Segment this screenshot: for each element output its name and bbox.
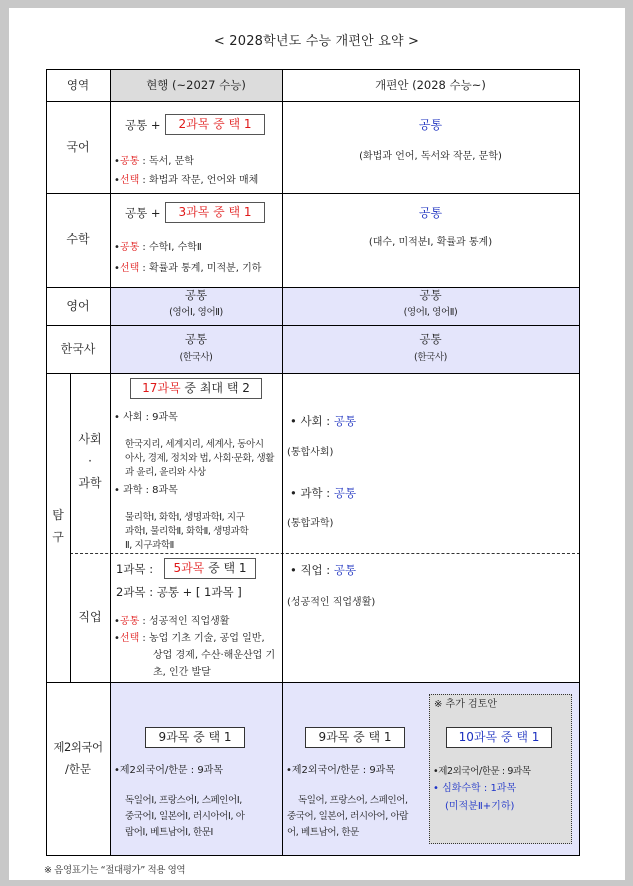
vocational-line2: 2과목 : 공통 + [ 1과목 ] — [116, 585, 242, 599]
social-list-3: 과 윤리, 윤리와 사상 — [125, 467, 206, 478]
reform-vocational-prefix: • 직업 : — [290, 563, 334, 577]
korean-current-box — [165, 114, 265, 135]
reform-social-sub: (통합사회) — [287, 447, 334, 458]
korean-area-label: 국어 — [66, 140, 90, 154]
inquiry-sub-border — [70, 373, 71, 683]
korean-common-label: 공통 — [119, 156, 140, 167]
second-language-area-2: /한문 — [64, 762, 92, 776]
vocational-current-box — [164, 558, 256, 579]
second-language-reform-box: 9과목 중 택 1 — [305, 727, 405, 748]
vocational-box-highlight: 5과목 — [173, 561, 205, 575]
reform-vocational-sub: (성공적인 직업생활) — [287, 597, 376, 608]
reform-vocational-line — [290, 563, 356, 577]
table-left-border — [46, 69, 47, 856]
social-list-2: 아사, 경제, 정치와 법, 사회·문화, 생활 — [125, 453, 275, 464]
social-list-1: 한국지리, 세계지리, 세계사, 동아시 — [125, 439, 264, 450]
vocational-line1-prefix: 1과목 : — [116, 562, 154, 576]
review-math: • 심화수학 : 1과목 — [433, 783, 517, 794]
social-science-box-rest: 중 최대 택 2 — [180, 381, 250, 395]
second-language-current-line: •제2외국어/한문 : 9과목 — [114, 765, 223, 776]
korean-elective-text: : 화법과 작문, 언어와 매체 — [139, 175, 259, 186]
history-bottom-border — [46, 373, 580, 374]
math-area-label: 수학 — [66, 232, 90, 246]
header-bottom-border — [46, 101, 580, 102]
social-science-box-highlight: 17과목 — [142, 381, 181, 395]
review-box-text: 10과목 중 택 1 — [458, 730, 540, 744]
math-elective-label: 선택 — [119, 263, 140, 274]
page-title: < 2028학년도 수능 개편안 요약 > — [213, 34, 420, 49]
math-reform-sub: (대수, 미적분Ⅰ, 확률과 통계) — [368, 237, 493, 248]
history-current-title: 공통 — [184, 332, 208, 346]
second-language-current-list-3: 랍어Ⅰ, 베트남어Ⅰ, 한문Ⅰ — [125, 827, 213, 838]
vocational-elective-label: 선택 — [119, 633, 140, 644]
social-science-label-1: 사회 — [78, 432, 102, 446]
second-language-reform-list-3: 어, 베트남어, 한문 — [287, 827, 359, 838]
vocational-elective-text-3: 초, 인간 발달 — [153, 667, 211, 678]
math-current-prefix: 공통 + — [125, 206, 161, 220]
korean-common-line: •공통 : 독서, 문학 — [114, 156, 194, 167]
math-current-box — [165, 202, 265, 223]
inquiry-area-label-1: 탐 — [52, 508, 64, 522]
korean-reform-title: 공통 — [418, 118, 443, 132]
reform-science-prefix: • 과학 : — [290, 486, 334, 500]
second-language-area-1: 제2외국어 — [53, 740, 103, 754]
review-box — [446, 727, 552, 748]
social-science-label-2: · — [88, 454, 92, 468]
english-reform-title: 공통 — [419, 288, 442, 302]
header-reform: 개편안 (2028 수능~) — [375, 78, 486, 92]
vocational-box-rest: 중 택 1 — [204, 561, 247, 575]
second-language-current-list-1: 독일어Ⅰ, 프랑스어Ⅰ, 스페인어Ⅰ, — [125, 795, 242, 806]
english-current-sub: (영어Ⅰ, 영어Ⅱ) — [169, 307, 223, 318]
table-bottom-border — [46, 855, 580, 856]
inquiry-area-label-2: 구 — [52, 530, 64, 544]
english-bottom-border — [46, 325, 580, 326]
korean-common-text: : 독서, 문학 — [139, 156, 194, 167]
table-top-border — [46, 69, 580, 70]
header-current: 현행 (~2027 수능) — [146, 78, 246, 92]
reform-science-line — [290, 486, 356, 500]
math-common-text: : 수학Ⅰ, 수학Ⅱ — [139, 242, 202, 253]
korean-reform-sub: (화법과 언어, 독서와 작문, 문학) — [359, 151, 502, 162]
vocational-common-line: •공통 : 성공적인 직업생활 — [114, 616, 230, 627]
vocational-common-text: : 성공적인 직업생활 — [139, 616, 230, 627]
reform-science-value: 공통 — [333, 486, 357, 500]
history-current-sub: (한국사) — [179, 352, 213, 363]
social-science-label-3: 과학 — [78, 476, 102, 490]
reform-vocational-value: 공통 — [333, 563, 357, 577]
history-area-label: 한국사 — [60, 342, 96, 356]
area-column-border — [110, 69, 111, 856]
english-reform-sub: (영어Ⅰ, 영어Ⅱ) — [403, 307, 458, 318]
english-current-title: 공통 — [184, 288, 208, 302]
science-list-1: 물리학Ⅰ, 화학Ⅰ, 생명과학Ⅰ, 지구 — [125, 512, 245, 523]
inquiry-bottom-border — [46, 682, 580, 683]
reform-social-line — [290, 414, 356, 428]
second-language-reform-list-2: 중국어, 일본어, 러시아어, 아랍 — [287, 811, 409, 822]
science-list-2: 과학Ⅰ, 물리학Ⅱ, 화학Ⅱ, 생명과학 — [125, 526, 249, 537]
review-math-sub: (미적분Ⅱ+기하) — [445, 801, 515, 812]
reform-social-prefix: • 사회 : — [290, 414, 334, 428]
review-line: •제2외국어/한문 : 9과목 — [433, 766, 531, 777]
math-elective-text: : 확률과 통계, 미적분, 기하 — [139, 263, 262, 274]
second-language-current-box: 9과목 중 택 1 — [145, 727, 245, 748]
math-common-line: •공통 : 수학Ⅰ, 수학Ⅱ — [114, 242, 202, 253]
footnote: ※ 음영표기는 “절대평가” 적용 영역 — [44, 865, 186, 876]
current-column-border — [282, 69, 283, 856]
table-right-border — [579, 69, 580, 856]
vocational-elective-text-1: : 농업 기초 기술, 공업 일반, — [139, 633, 265, 644]
math-common-label: 공통 — [119, 242, 140, 253]
korean-current-box-text: 2과목 중 택 1 — [178, 117, 252, 131]
reform-science-sub: (통합과학) — [287, 518, 334, 529]
science-list-3: Ⅱ, 지구과학Ⅱ — [125, 540, 174, 551]
vocational-label: 직업 — [78, 610, 102, 624]
social-line: • 사회 : 9과목 — [114, 412, 178, 423]
science-line: • 과학 : 8과목 — [114, 485, 178, 496]
review-title: ※ 추가 검토안 — [434, 699, 498, 710]
header-area: 영역 — [66, 78, 90, 92]
math-reform-title: 공통 — [418, 206, 443, 220]
second-language-current-list-2: 중국어Ⅰ, 일본어Ⅰ, 러시아어Ⅰ, 아 — [125, 811, 245, 822]
korean-elective-line: •선택 : 화법과 작문, 언어와 매체 — [114, 175, 259, 186]
inquiry-dashed-divider — [70, 553, 580, 554]
vocational-elective-text-2: 상업 경제, 수산·해운산업 기 — [153, 650, 276, 661]
korean-bottom-border — [46, 193, 580, 194]
history-reform-sub: (한국사) — [414, 352, 447, 363]
math-current-box-text: 3과목 중 택 1 — [178, 205, 252, 219]
english-area-label: 영어 — [66, 299, 90, 313]
vocational-common-label: 공통 — [119, 616, 140, 627]
second-language-reform-list-1: 독일어, 프랑스어, 스페인어, — [298, 795, 408, 806]
reform-social-value: 공통 — [333, 414, 357, 428]
vocational-elective-line: •선택 : 농업 기초 기술, 공업 일반, — [114, 633, 265, 644]
second-language-reform-line: •제2외국어/한문 : 9과목 — [286, 765, 395, 776]
history-reform-title: 공통 — [419, 332, 442, 346]
math-elective-line: •선택 : 확률과 통계, 미적분, 기하 — [114, 263, 262, 274]
korean-elective-label: 선택 — [119, 175, 140, 186]
social-science-current-box — [130, 378, 262, 399]
korean-current-prefix: 공통 + — [125, 118, 161, 132]
